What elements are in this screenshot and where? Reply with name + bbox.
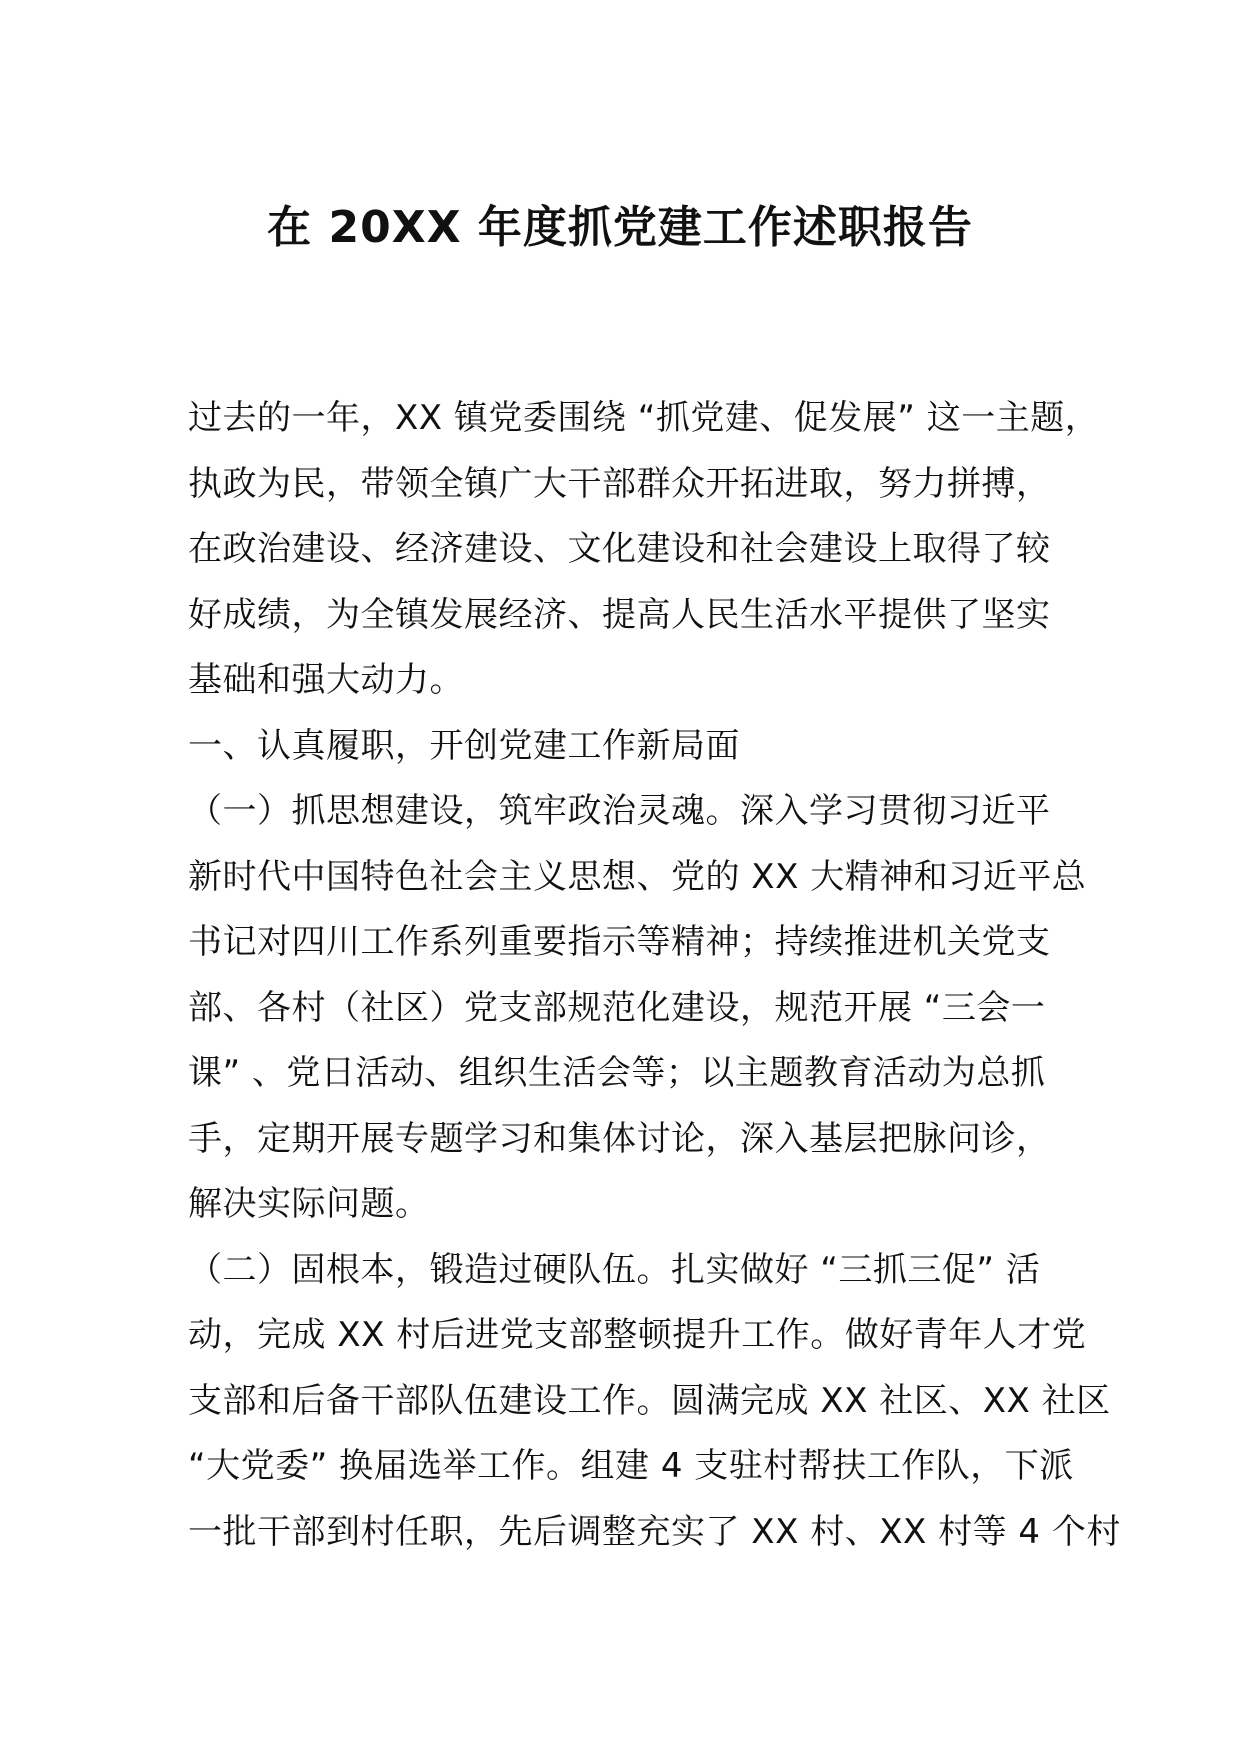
body-line: （一）抓思想建设，筑牢政治灵魂。深入学习贯彻习近平 <box>188 791 1051 831</box>
body-line: 手，定期开展专题学习和集体讨论，深入基层把脉问诊， <box>188 1118 1051 1159</box>
section-heading: 一、认真履职，开创党建工作新局面 <box>188 725 740 766</box>
body-line: 部、各村（社区）党支部规范化建设，规范开展 “三会一 <box>188 987 1046 1028</box>
body-line: 动，完成 XX 村后进党支部整顿提升工作。做好青年人才党 <box>188 1315 1087 1355</box>
body-line: 一批干部到村任职，先后调整充实了 XX 村、XX 村等 4 个村 <box>188 1511 1121 1552</box>
body-line: “大党委” 换届选举工作。组建 4 支驻村帮扶工作队，下派 <box>188 1446 1074 1486</box>
body-line: 书记对四川工作系列重要指示等精神；持续推进机关党支 <box>188 922 1051 962</box>
body-line: 过去的一年，XX 镇党委围绕 “抓党建、促发展” 这一主题， <box>188 398 1100 438</box>
document-title: 在 20XX 年度抓党建工作述职报告 <box>267 202 973 253</box>
document-body <box>188 386 1121 1565</box>
body-line: 好成绩，为全镇发展经济、提高人民生活水平提供了坚实 <box>188 594 1051 635</box>
body-line: 课” 、党日活动、组织生活会等；以主题教育活动为总抓 <box>188 1053 1046 1093</box>
body-line: 基础和强大动力。 <box>188 660 464 700</box>
body-line: 支部和后备干部队伍建设工作。圆满完成 XX 社区、XX 社区 <box>188 1380 1111 1421</box>
body-line: 新时代中国特色社会主义思想、党的 XX 大精神和习近平总 <box>188 856 1087 897</box>
body-line: 在政治建设、经济建设、文化建设和社会建设上取得了较 <box>188 529 1051 569</box>
body-line: （二）固根本，锻造过硬队伍。扎实做好 “三抓三促” 活 <box>188 1249 1041 1290</box>
body-line: 解决实际问题。 <box>188 1184 430 1224</box>
body-line: 执政为民，带领全镇广大干部群众开拓进取，努力拼搏， <box>188 463 1051 504</box>
